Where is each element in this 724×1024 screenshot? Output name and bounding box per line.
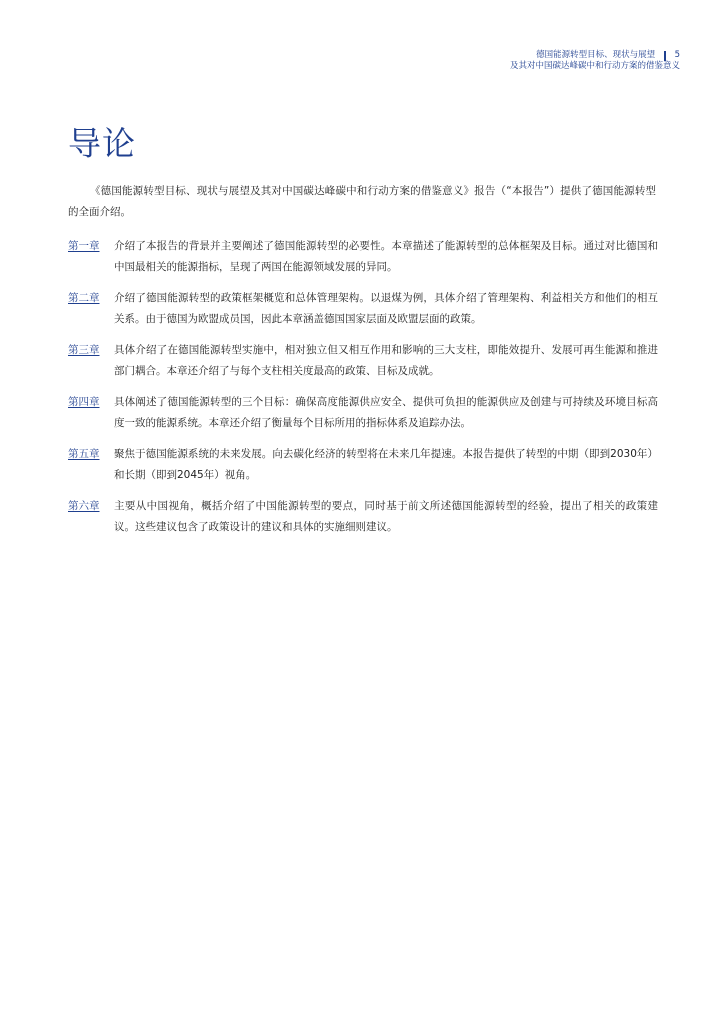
intro-paragraph: 《德国能源转型目标、现状与展望及其对中国碳达峰碳中和行动方案的借鉴意义》报告（“本报告”）提供了德国能源转型的全面介绍。 [68,185,656,218]
chapter-item-1 [68,236,658,278]
chapter-link-5[interactable]: 第五章 [68,448,100,460]
chapter-link-2[interactable]: 第二章 [68,292,100,304]
chapter-item-6 [68,496,658,538]
chapter-item-5 [68,444,658,486]
chapter-item-2 [68,288,658,330]
page-number: 5 [674,50,680,60]
header-separator [664,51,666,61]
running-header-subtitle: 及其对中国碳达峰碳中和行动方案的借鉴意义 [509,61,680,71]
page-title: 导论 [68,124,136,163]
chapter-link-6[interactable]: 第六章 [68,500,100,512]
running-header-title: 德国能源转型目标、现状与展望 [536,50,656,60]
chapter-summary-5: 聚焦于德国能源系统的未来发展。向去碳化经济的转型将在未来几年提速。本报告提供了转型的中期（即到2030年）和长期（即到2045年）视角。 [114,448,658,481]
chapter-summary-1: 介绍了本报告的背景并主要阐述了德国能源转型的必要性。本章描述了能源转型的总体框架及目标。通过对比德国和中国最相关的能源指标，呈现了两国在能源领域发展的异同。 [114,240,658,273]
chapter-list [68,236,658,548]
chapter-link-1[interactable]: 第一章 [68,240,100,252]
chapter-summary-4: 具体阐述了德国能源转型的三个目标：确保高度能源供应安全、提供可负担的能源供应及创建与可持续及环境目标高度一致的能源系统。本章还介绍了衡量每个目标所用的指标体系及追踪办法。 [114,396,658,429]
running-header-row [510,50,680,61]
chapter-item-3 [68,340,658,382]
chapter-summary-6: 主要从中国视角，概括介绍了中国能源转型的要点，同时基于前文所述德国能源转型的经验，提出了相关的政策建议。这些建议包含了政策设计的建议和具体的实施细则建议。 [114,500,658,533]
chapter-link-4[interactable]: 第四章 [68,396,100,408]
running-header [510,50,680,72]
chapter-item-4 [68,392,658,434]
chapter-link-3[interactable]: 第三章 [68,344,100,356]
chapter-summary-2: 介绍了德国能源转型的政策框架概览和总体管理架构。以退煤为例，具体介绍了管理架构、利益相关方和他们的相互关系。由于德国为欧盟成员国，因此本章涵盖德国国家层面及欧盟层面的政策。 [114,292,658,325]
chapter-summary-3: 具体介绍了在德国能源转型实施中，相对独立但又相互作用和影响的三大支柱，即能效提升、发展可再生能源和推进部门耦合。本章还介绍了与每个支柱相关度最高的政策、目标及成就。 [114,344,658,377]
